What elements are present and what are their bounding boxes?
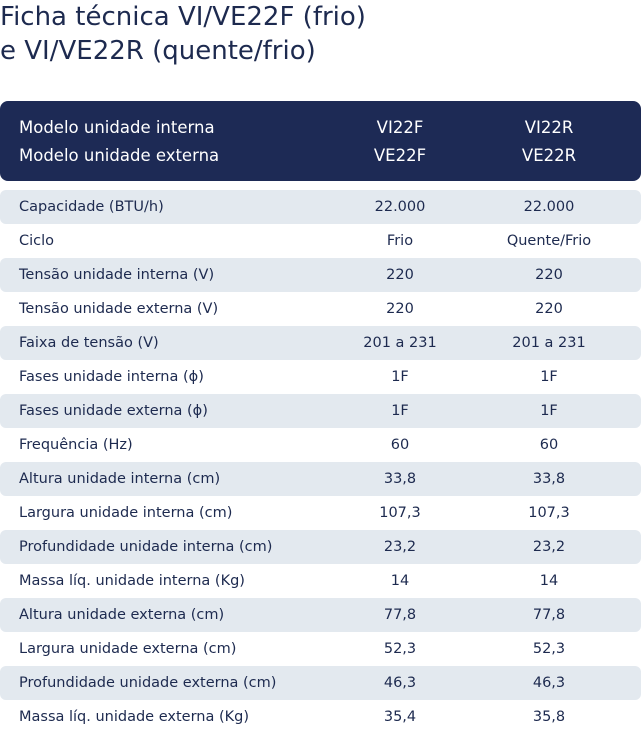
table-row — [0, 700, 641, 734]
row-value-frio: 1F — [391, 369, 409, 385]
row-value-frio: Frio — [386, 233, 414, 249]
header-label: Modelo unidade externa — [19, 145, 220, 165]
row-label: Tensão unidade interna (V) — [19, 267, 215, 283]
row-value-quente-frio: 52,3 — [532, 641, 566, 657]
header-row-internal-model — [0, 113, 641, 141]
title-line-1: Ficha técnica VI/VE22F (frio) — [0, 2, 366, 32]
row-label: Tensão unidade externa (V) — [19, 301, 219, 317]
row-value-frio: 1F — [391, 403, 409, 419]
row-label: Massa líq. unidade interna (Kg) — [19, 573, 245, 589]
row-value-frio: 14 — [390, 573, 410, 589]
table-row — [0, 258, 641, 292]
row-value-frio: 77,8 — [383, 607, 417, 623]
row-value-frio: 60 — [390, 437, 410, 453]
header-value-quente-frio: VE22R — [521, 145, 577, 165]
table-row — [0, 496, 641, 530]
table-row — [0, 530, 641, 564]
row-label: Fases unidade externa (ϕ) — [19, 403, 208, 419]
row-value-quente-frio: 23,2 — [532, 539, 566, 555]
table-row — [0, 462, 641, 496]
header-value-frio: VI22F — [376, 117, 424, 137]
table-row — [0, 190, 641, 224]
row-value-frio: 220 — [386, 301, 414, 317]
row-label: Capacidade (BTU/h) — [19, 199, 164, 215]
row-label: Profundidade unidade externa (cm) — [19, 675, 277, 691]
spec-table — [0, 190, 641, 734]
header-value-quente-frio: VI22R — [524, 117, 574, 137]
row-value-quente-frio: 35,8 — [532, 709, 566, 725]
row-value-quente-frio: 14 — [539, 573, 559, 589]
row-label: Altura unidade interna (cm) — [19, 471, 221, 487]
row-value-quente-frio: Quente/Frio — [506, 233, 592, 249]
row-label: Largura unidade externa (cm) — [19, 641, 237, 657]
row-label: Fases unidade interna (ϕ) — [19, 369, 204, 385]
title-line-2: e VI/VE22R (quente/frio) — [0, 36, 316, 66]
row-label: Profundidade unidade interna (cm) — [19, 539, 273, 555]
row-value-quente-frio: 1F — [540, 369, 558, 385]
table-row — [0, 428, 641, 462]
row-label: Largura unidade interna (cm) — [19, 505, 233, 521]
row-value-quente-frio: 77,8 — [532, 607, 566, 623]
row-value-quente-frio: 46,3 — [532, 675, 566, 691]
row-value-frio: 46,3 — [383, 675, 417, 691]
row-value-quente-frio: 1F — [540, 403, 558, 419]
row-value-quente-frio: 22.000 — [523, 199, 575, 215]
row-value-quente-frio: 107,3 — [528, 505, 570, 521]
row-value-quente-frio: 220 — [535, 301, 563, 317]
row-value-quente-frio: 220 — [535, 267, 563, 283]
page-title — [0, 0, 366, 68]
row-label: Massa líq. unidade externa (Kg) — [19, 709, 249, 725]
row-value-frio: 22.000 — [374, 199, 426, 215]
table-row — [0, 224, 641, 258]
row-value-quente-frio: 201 a 231 — [512, 335, 586, 351]
table-header — [0, 101, 641, 181]
table-row — [0, 666, 641, 700]
table-row — [0, 326, 641, 360]
header-label: Modelo unidade interna — [19, 117, 215, 137]
table-row — [0, 632, 641, 666]
row-label: Altura unidade externa (cm) — [19, 607, 225, 623]
row-value-frio: 23,2 — [383, 539, 417, 555]
row-value-quente-frio: 60 — [539, 437, 559, 453]
row-value-frio: 107,3 — [379, 505, 421, 521]
row-label: Faixa de tensão (V) — [19, 335, 159, 351]
table-row — [0, 394, 641, 428]
header-value-frio: VE22F — [373, 145, 427, 165]
table-row — [0, 598, 641, 632]
table-row — [0, 292, 641, 326]
row-value-frio: 33,8 — [383, 471, 417, 487]
row-value-frio: 35,4 — [383, 709, 417, 725]
row-label: Ciclo — [19, 233, 55, 249]
header-row-external-model — [0, 141, 641, 169]
row-label: Frequência (Hz) — [19, 437, 133, 453]
table-row — [0, 360, 641, 394]
row-value-quente-frio: 33,8 — [532, 471, 566, 487]
row-value-frio: 220 — [386, 267, 414, 283]
table-row — [0, 564, 641, 598]
row-value-frio: 52,3 — [383, 641, 417, 657]
row-value-frio: 201 a 231 — [363, 335, 437, 351]
